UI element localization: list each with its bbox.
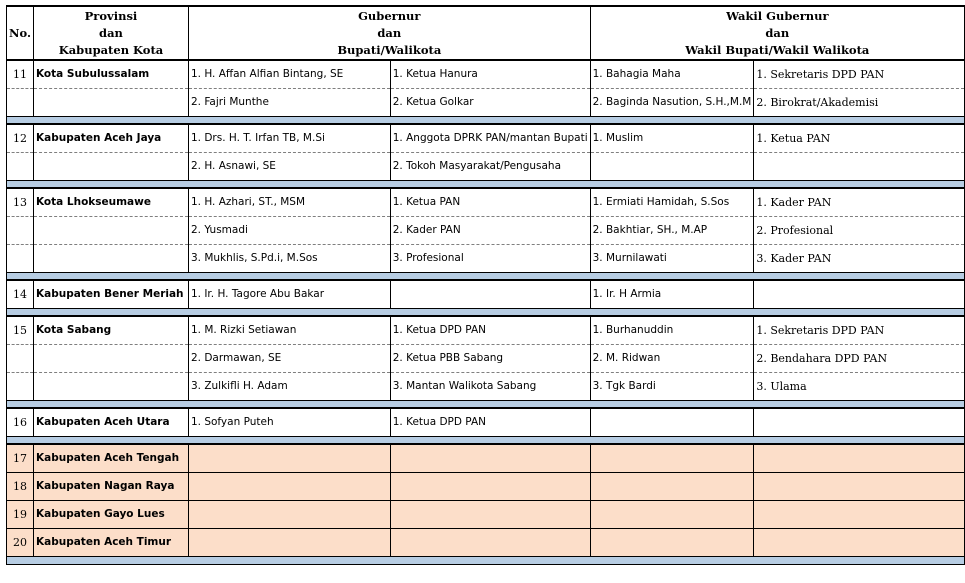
table-row — [7, 316, 965, 344]
table-row — [7, 444, 965, 472]
deputy-role: 2. Profesional — [754, 216, 965, 244]
deputy-role: 1. Ketua PAN — [754, 124, 965, 152]
deputy-role: 3. Ulama — [754, 372, 965, 400]
separator-bar — [7, 116, 965, 124]
deputy-role — [754, 528, 965, 556]
table-row — [7, 124, 965, 152]
candidate-role: 1. Anggota DPRK PAN/mantan Bupati — [390, 124, 590, 152]
candidate-role: 2. Tokoh Masyarakat/Pengusaha — [390, 152, 590, 180]
deputy-name: 3. Tgk Bardi — [590, 372, 754, 400]
candidate-role: 2. Ketua Golkar — [390, 88, 590, 116]
vice-header-line-2: dan — [765, 25, 790, 40]
deputy-name: 1. Bahagia Maha — [590, 60, 754, 88]
group-separator — [7, 436, 965, 444]
separator-bar — [7, 400, 965, 408]
region-name — [33, 216, 188, 244]
row-number: 19 — [7, 500, 34, 528]
candidate-role — [390, 472, 590, 500]
table-row — [7, 244, 965, 272]
candidate-name: 1. Ir. H. Tagore Abu Bakar — [188, 280, 390, 308]
table-row — [7, 216, 965, 244]
separator-bar — [7, 436, 965, 444]
deputy-name: 2. Baginda Nasution, S.H.,M.M — [590, 88, 754, 116]
deputy-name — [590, 408, 754, 436]
col-header-no: No. — [7, 6, 34, 60]
group-separator — [7, 272, 965, 280]
deputy-name: 1. Ir. H Armia — [590, 280, 754, 308]
region-name: Kabupaten Aceh Tengah — [33, 444, 188, 472]
province-header-line-1: Provinsi — [84, 8, 138, 23]
candidate-name — [188, 444, 390, 472]
candidate-name: 3. Zulkifli H. Adam — [188, 372, 390, 400]
row-number — [7, 344, 34, 372]
group-separator — [7, 400, 965, 408]
candidate-name — [188, 528, 390, 556]
row-number: 11 — [7, 60, 34, 88]
deputy-name — [590, 500, 754, 528]
candidate-role — [390, 444, 590, 472]
row-number: 15 — [7, 316, 34, 344]
region-name — [33, 244, 188, 272]
governor-header-line-3: Bupati/Walikota — [337, 42, 442, 57]
region-name: Kota Lhokseumawe — [33, 188, 188, 216]
table-row — [7, 408, 965, 436]
governor-header-line-1: Gubernur — [358, 8, 421, 23]
candidate-role: 1. Ketua Hanura — [390, 60, 590, 88]
table-body — [7, 60, 965, 564]
deputy-name: 1. Burhanuddin — [590, 316, 754, 344]
region-name: Kota Sabang — [33, 316, 188, 344]
group-separator — [7, 116, 965, 124]
separator-bar — [7, 272, 965, 280]
deputy-role: 1. Kader PAN — [754, 188, 965, 216]
separator-bar — [7, 180, 965, 188]
deputy-role: 2. Bendahara DPD PAN — [754, 344, 965, 372]
vice-header-line-1: Wakil Gubernur — [726, 8, 829, 23]
region-name: Kabupaten Aceh Utara — [33, 408, 188, 436]
candidate-role — [390, 500, 590, 528]
province-header-line-3: Kabupaten Kota — [58, 42, 164, 57]
candidate-table — [6, 5, 965, 565]
row-number: 20 — [7, 528, 34, 556]
region-name: Kabupaten Gayo Lues — [33, 500, 188, 528]
deputy-name — [590, 444, 754, 472]
table-row — [7, 472, 965, 500]
candidate-name: 2. Darmawan, SE — [188, 344, 390, 372]
deputy-name: 2. Bakhtiar, SH., M.AP — [590, 216, 754, 244]
governor-header-line-2: dan — [377, 25, 402, 40]
candidate-name: 1. H. Azhari, ST., MSM — [188, 188, 390, 216]
row-number — [7, 244, 34, 272]
candidate-role: 2. Ketua PBB Sabang — [390, 344, 590, 372]
deputy-role — [754, 152, 965, 180]
region-name: Kabupaten Bener Meriah — [33, 280, 188, 308]
table-row — [7, 528, 965, 556]
table-row — [7, 88, 965, 116]
row-number — [7, 372, 34, 400]
deputy-name: 1. Ermiati Hamidah, S.Sos — [590, 188, 754, 216]
separator-bar — [7, 556, 965, 564]
row-number — [7, 88, 34, 116]
deputy-role — [754, 472, 965, 500]
candidate-role: 3. Profesional — [390, 244, 590, 272]
row-number — [7, 152, 34, 180]
row-number: 13 — [7, 188, 34, 216]
deputy-name: 3. Murnilawati — [590, 244, 754, 272]
candidate-role — [390, 280, 590, 308]
candidate-role: 2. Kader PAN — [390, 216, 590, 244]
candidate-role: 1. Ketua DPD PAN — [390, 316, 590, 344]
col-header-vice-governor — [590, 6, 964, 60]
deputy-role: 1. Sekretaris DPD PAN — [754, 316, 965, 344]
deputy-role — [754, 500, 965, 528]
table-row — [7, 280, 965, 308]
table-row — [7, 188, 965, 216]
deputy-name — [590, 152, 754, 180]
region-name — [33, 88, 188, 116]
deputy-role: 1. Sekretaris DPD PAN — [754, 60, 965, 88]
candidate-name: 2. Fajri Munthe — [188, 88, 390, 116]
row-number: 12 — [7, 124, 34, 152]
row-number: 14 — [7, 280, 34, 308]
deputy-role — [754, 444, 965, 472]
region-name: Kabupaten Nagan Raya — [33, 472, 188, 500]
candidate-name: 1. Sofyan Puteh — [188, 408, 390, 436]
candidate-name: 1. H. Affan Alfian Bintang, SE — [188, 60, 390, 88]
table-row — [7, 500, 965, 528]
row-number — [7, 216, 34, 244]
candidate-name: 2. H. Asnawi, SE — [188, 152, 390, 180]
col-header-province — [33, 6, 188, 60]
deputy-role — [754, 408, 965, 436]
group-separator — [7, 308, 965, 316]
row-number: 16 — [7, 408, 34, 436]
candidate-name — [188, 472, 390, 500]
region-name: Kabupaten Aceh Timur — [33, 528, 188, 556]
row-number: 18 — [7, 472, 34, 500]
deputy-name — [590, 472, 754, 500]
region-name — [33, 152, 188, 180]
candidate-role — [390, 528, 590, 556]
candidate-name: 1. M. Rizki Setiawan — [188, 316, 390, 344]
deputy-name: 1. Muslim — [590, 124, 754, 152]
deputy-role: 3. Kader PAN — [754, 244, 965, 272]
candidate-name: 2. Yusmadi — [188, 216, 390, 244]
candidate-name: 3. Mukhlis, S.Pd.i, M.Sos — [188, 244, 390, 272]
deputy-name: 2. M. Ridwan — [590, 344, 754, 372]
table-row — [7, 60, 965, 88]
region-name: Kota Subulussalam — [33, 60, 188, 88]
deputy-role — [754, 280, 965, 308]
separator-bar — [7, 308, 965, 316]
region-name: Kabupaten Aceh Jaya — [33, 124, 188, 152]
deputy-name — [590, 528, 754, 556]
header-row — [7, 6, 965, 60]
table-row — [7, 372, 965, 400]
candidate-role: 3. Mantan Walikota Sabang — [390, 372, 590, 400]
group-separator — [7, 180, 965, 188]
candidate-role: 1. Ketua PAN — [390, 188, 590, 216]
candidate-name: 1. Drs. H. T. Irfan TB, M.Si — [188, 124, 390, 152]
table-row — [7, 344, 965, 372]
row-number: 17 — [7, 444, 34, 472]
col-header-governor — [188, 6, 590, 60]
table-row — [7, 152, 965, 180]
vice-header-line-3: Wakil Bupati/Wakil Walikota — [685, 42, 870, 57]
province-header-line-2: dan — [99, 25, 123, 40]
region-name — [33, 344, 188, 372]
deputy-role: 2. Birokrat/Akademisi — [754, 88, 965, 116]
region-name — [33, 372, 188, 400]
group-separator — [7, 556, 965, 564]
candidate-role: 1. Ketua DPD PAN — [390, 408, 590, 436]
candidate-name — [188, 500, 390, 528]
